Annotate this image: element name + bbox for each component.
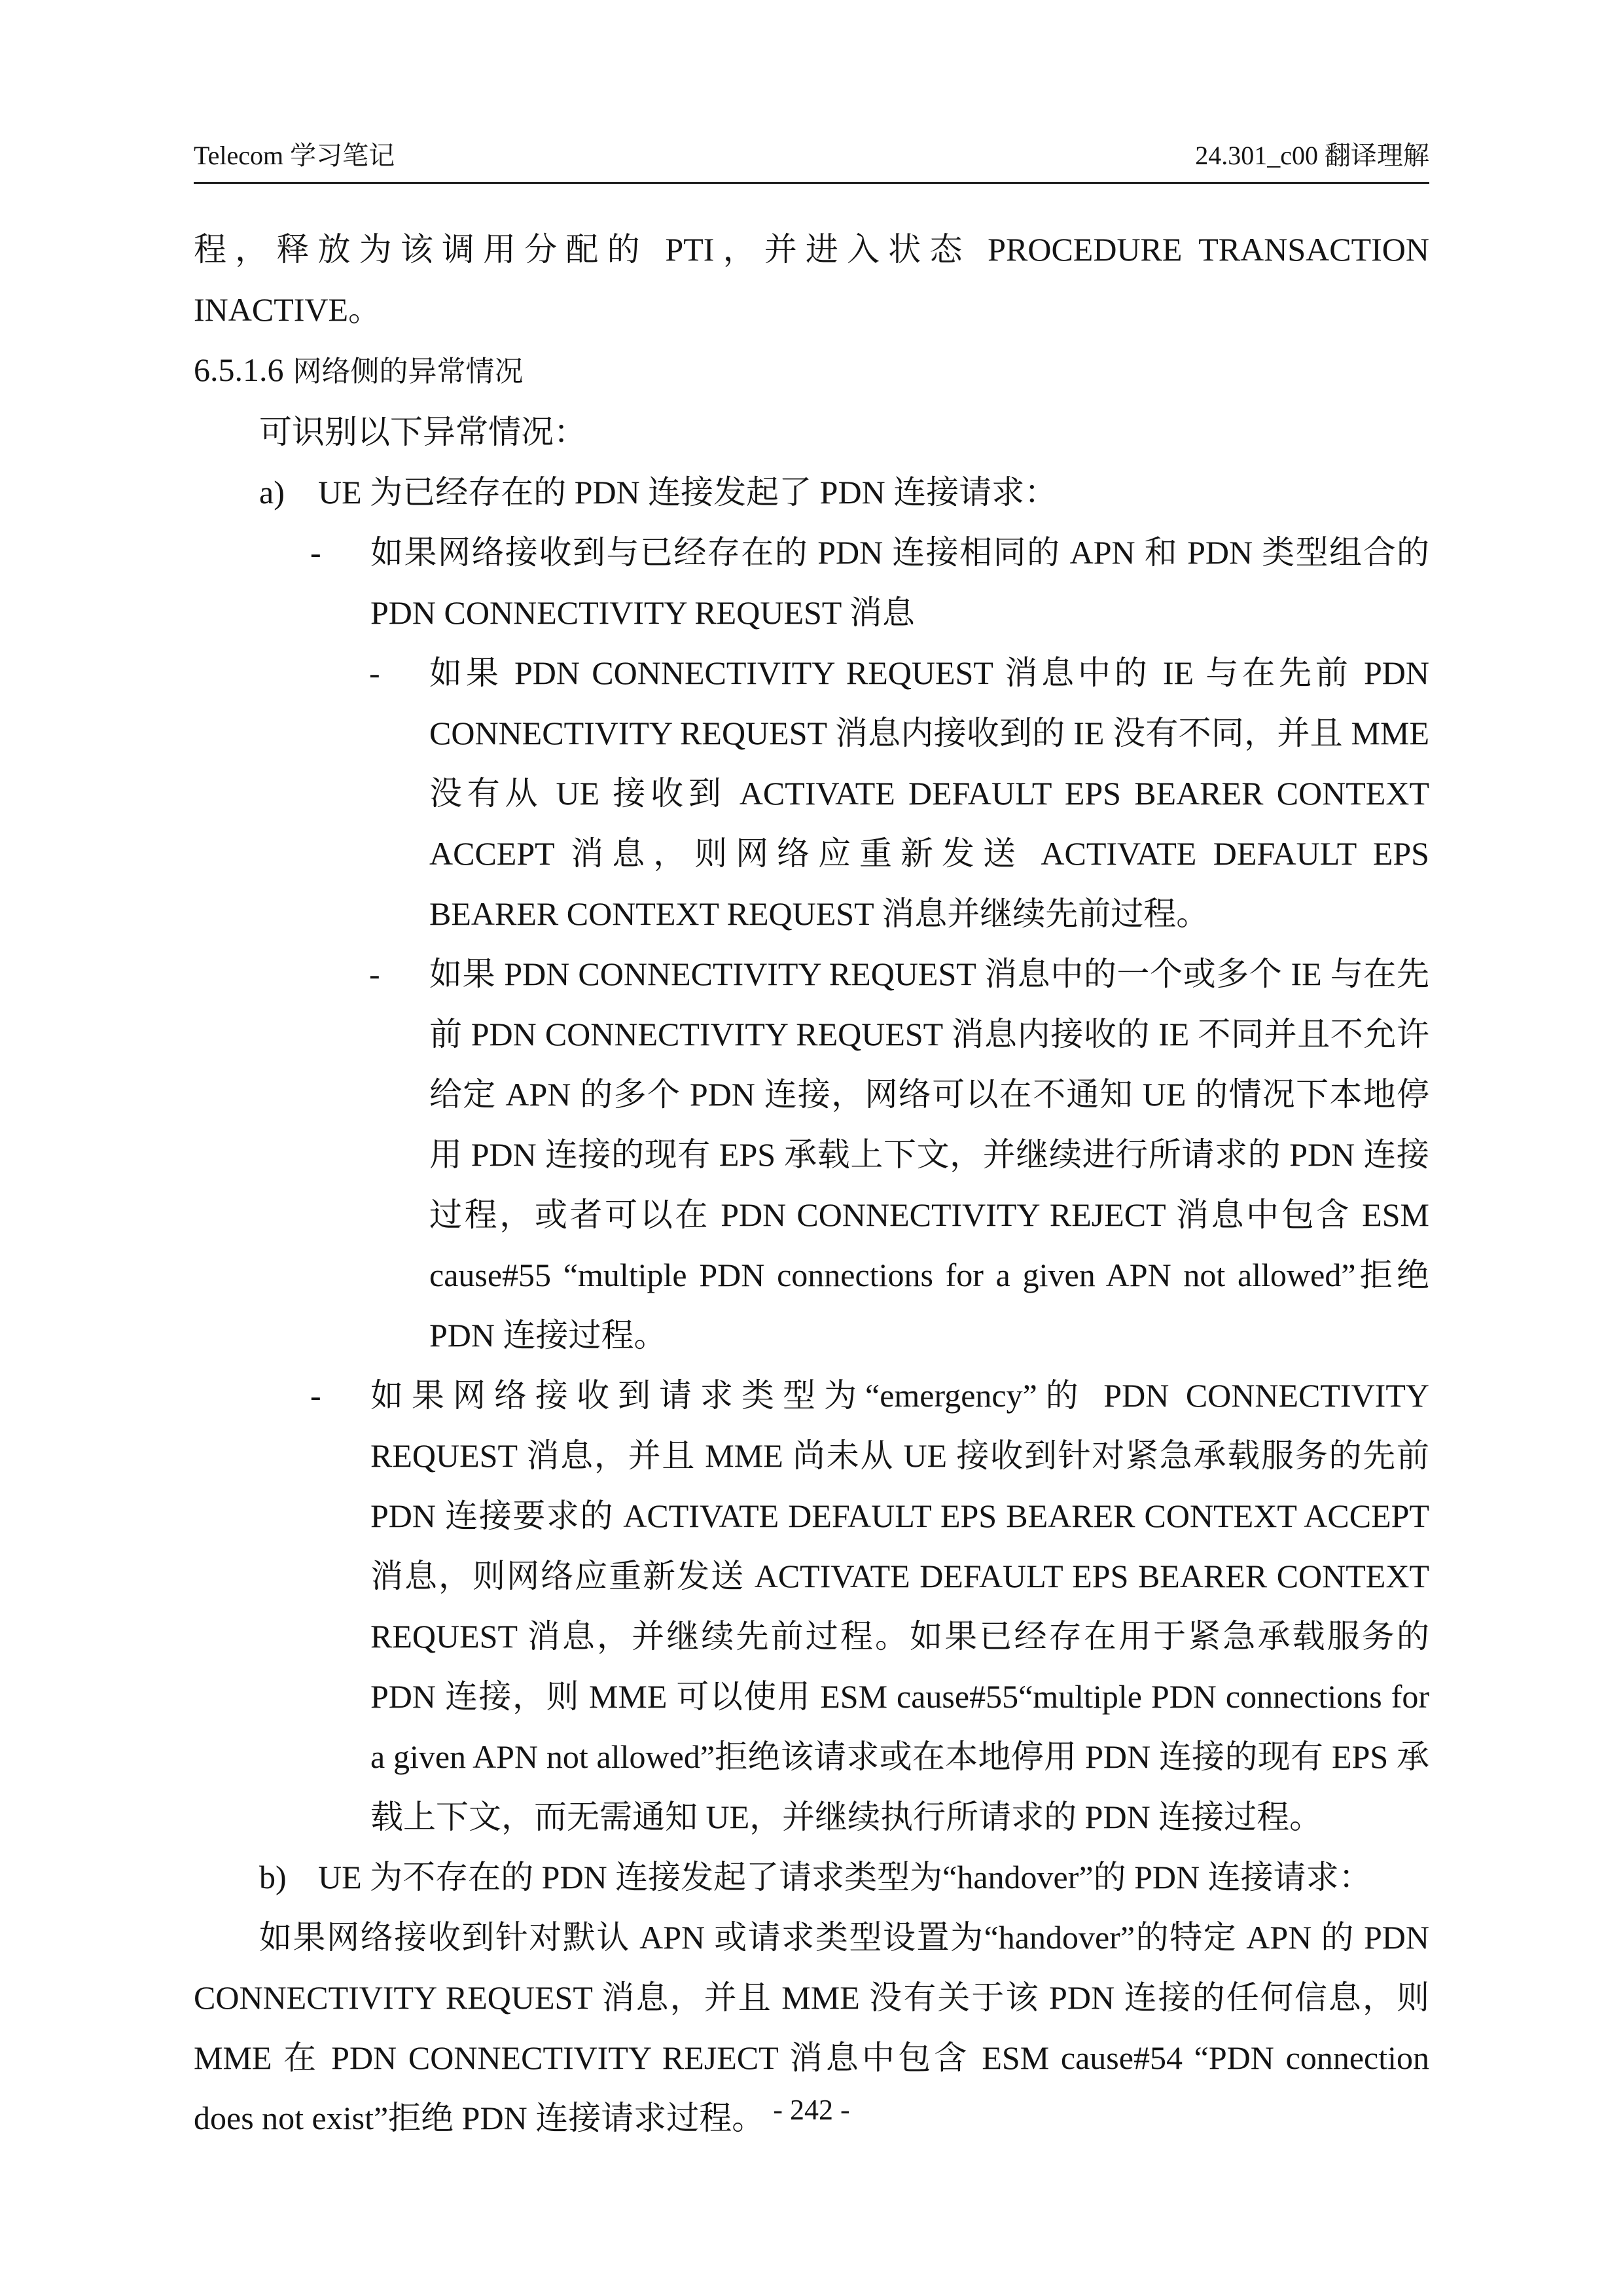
document-body — [194, 219, 1429, 2148]
page-number: - 242 - — [773, 2094, 850, 2126]
dash-item-1 — [194, 522, 1429, 643]
dash-marker: - — [310, 1377, 321, 1414]
list-item-b — [194, 1847, 1429, 1907]
continued-line: 程，释放为该调用分配的 PTI，并进入状态 PROCEDURE TRANSACTION INACTIVE。 — [194, 231, 1429, 328]
intro-paragraph: 可识别以下异常情况： — [259, 414, 586, 450]
sub-dash-item-1-text: 如果 PDN CONNECTIVITY REQUEST 消息中的 IE 与在先前 PDN CONNECTIVITY REQUEST 消息内接收到的 IE 没有不同，并且 MME 没有从 UE 接收到 ACTIVATE DEFAULT EPS BEARER CONTEXT ACCEPT 消息，则网络应重新发送 ACTIVATE DEFAULT EPS BEARER CONTEXT REQUEST 消息并继续先前过程。 — [429, 655, 1429, 932]
dash-item-2-text: 如果网络接收到请求类型为“emergency”的 PDN CONNECTIVITY REQUEST 消息，并且 MME 尚未从 UE 接收到针对紧急承载服务的先前 PDN 连接要求的 ACTIVATE DEFAULT EPS BEARER CONTEXT ACCEPT 消息，则网络应重新发送 ACTIVATE DEFAULT EPS BEARER CONTEXT REQUEST 消息，并继续先前过程。如果已经存在用于紧急承载服务的 PDN 连接，则 MME 可以使用 ESM cause#55“multiple PDN connections for a given APN not allowed”拒绝该请求或在本地停用 PDN 连接的现有 EPS 承载上下文，而无需通知 UE，并继续执行所请求的 PDN 连接过程。 — [370, 1377, 1429, 1835]
dash-item-2 — [194, 1365, 1429, 1847]
list-text-a: UE 为已经存在的 PDN 连接发起了 PDN 连接请求： — [318, 474, 1058, 511]
dash-item-1-text: 如果网络接收到与已经存在的 PDN 连接相同的 APN 和 PDN 类型组合的 PDN CONNECTIVITY REQUEST 消息 — [370, 534, 1429, 631]
list-text-b: UE 为不存在的 PDN 连接发起了请求类型为“handover”的 PDN 连接请求： — [318, 1859, 1372, 1895]
section-title: 网络侧的异常情况 — [293, 355, 524, 388]
list-label-a: a) — [259, 474, 285, 511]
list-item-a — [194, 462, 1429, 522]
list-label-b: b) — [259, 1859, 287, 1895]
sub-dash-item-2 — [194, 944, 1429, 1365]
page-header — [194, 131, 1429, 184]
section-number: 6.5.1.6 — [194, 351, 284, 388]
dash-marker: - — [310, 534, 321, 571]
dash-marker: - — [369, 956, 380, 992]
final-paragraph: 如果网络接收到针对默认 APN 或请求类型设置为“handover”的特定 APN 的 PDN CONNECTIVITY REQUEST 消息，并且 MME 没有关于该 PDN 连接的任何信息，则 MME 在 PDN CONNECTIVITY REJECT 消息中包含 ESM cause#54 “PDN connection does not exist”拒绝 PDN 连接请求过程。 — [194, 1919, 1429, 2136]
dash-marker: - — [369, 655, 380, 691]
sub-dash-item-1 — [194, 643, 1429, 944]
section-heading — [194, 340, 1429, 402]
sub-dash-item-2-text: 如果 PDN CONNECTIVITY REQUEST 消息中的一个或多个 IE 与在先前 PDN CONNECTIVITY REQUEST 消息内接收的 IE 不同并且不允许给定 APN 的多个 PDN 连接，网络可以在不通知 UE 的情况下本地停用 PDN 连接的现有 EPS 承载上下文，并继续进行所请求的 PDN 连接过程，或者可以在 PDN CONNECTIVITY REJECT 消息中包含 ESM cause#55 “multiple PDN connections for a given APN not allowed”拒绝 PDN 连接过程。 — [429, 956, 1429, 1354]
header-right-title: 24.301_c00 翻译理解 — [1195, 141, 1429, 170]
header-left-title: Telecom 学习笔记 — [194, 141, 395, 170]
